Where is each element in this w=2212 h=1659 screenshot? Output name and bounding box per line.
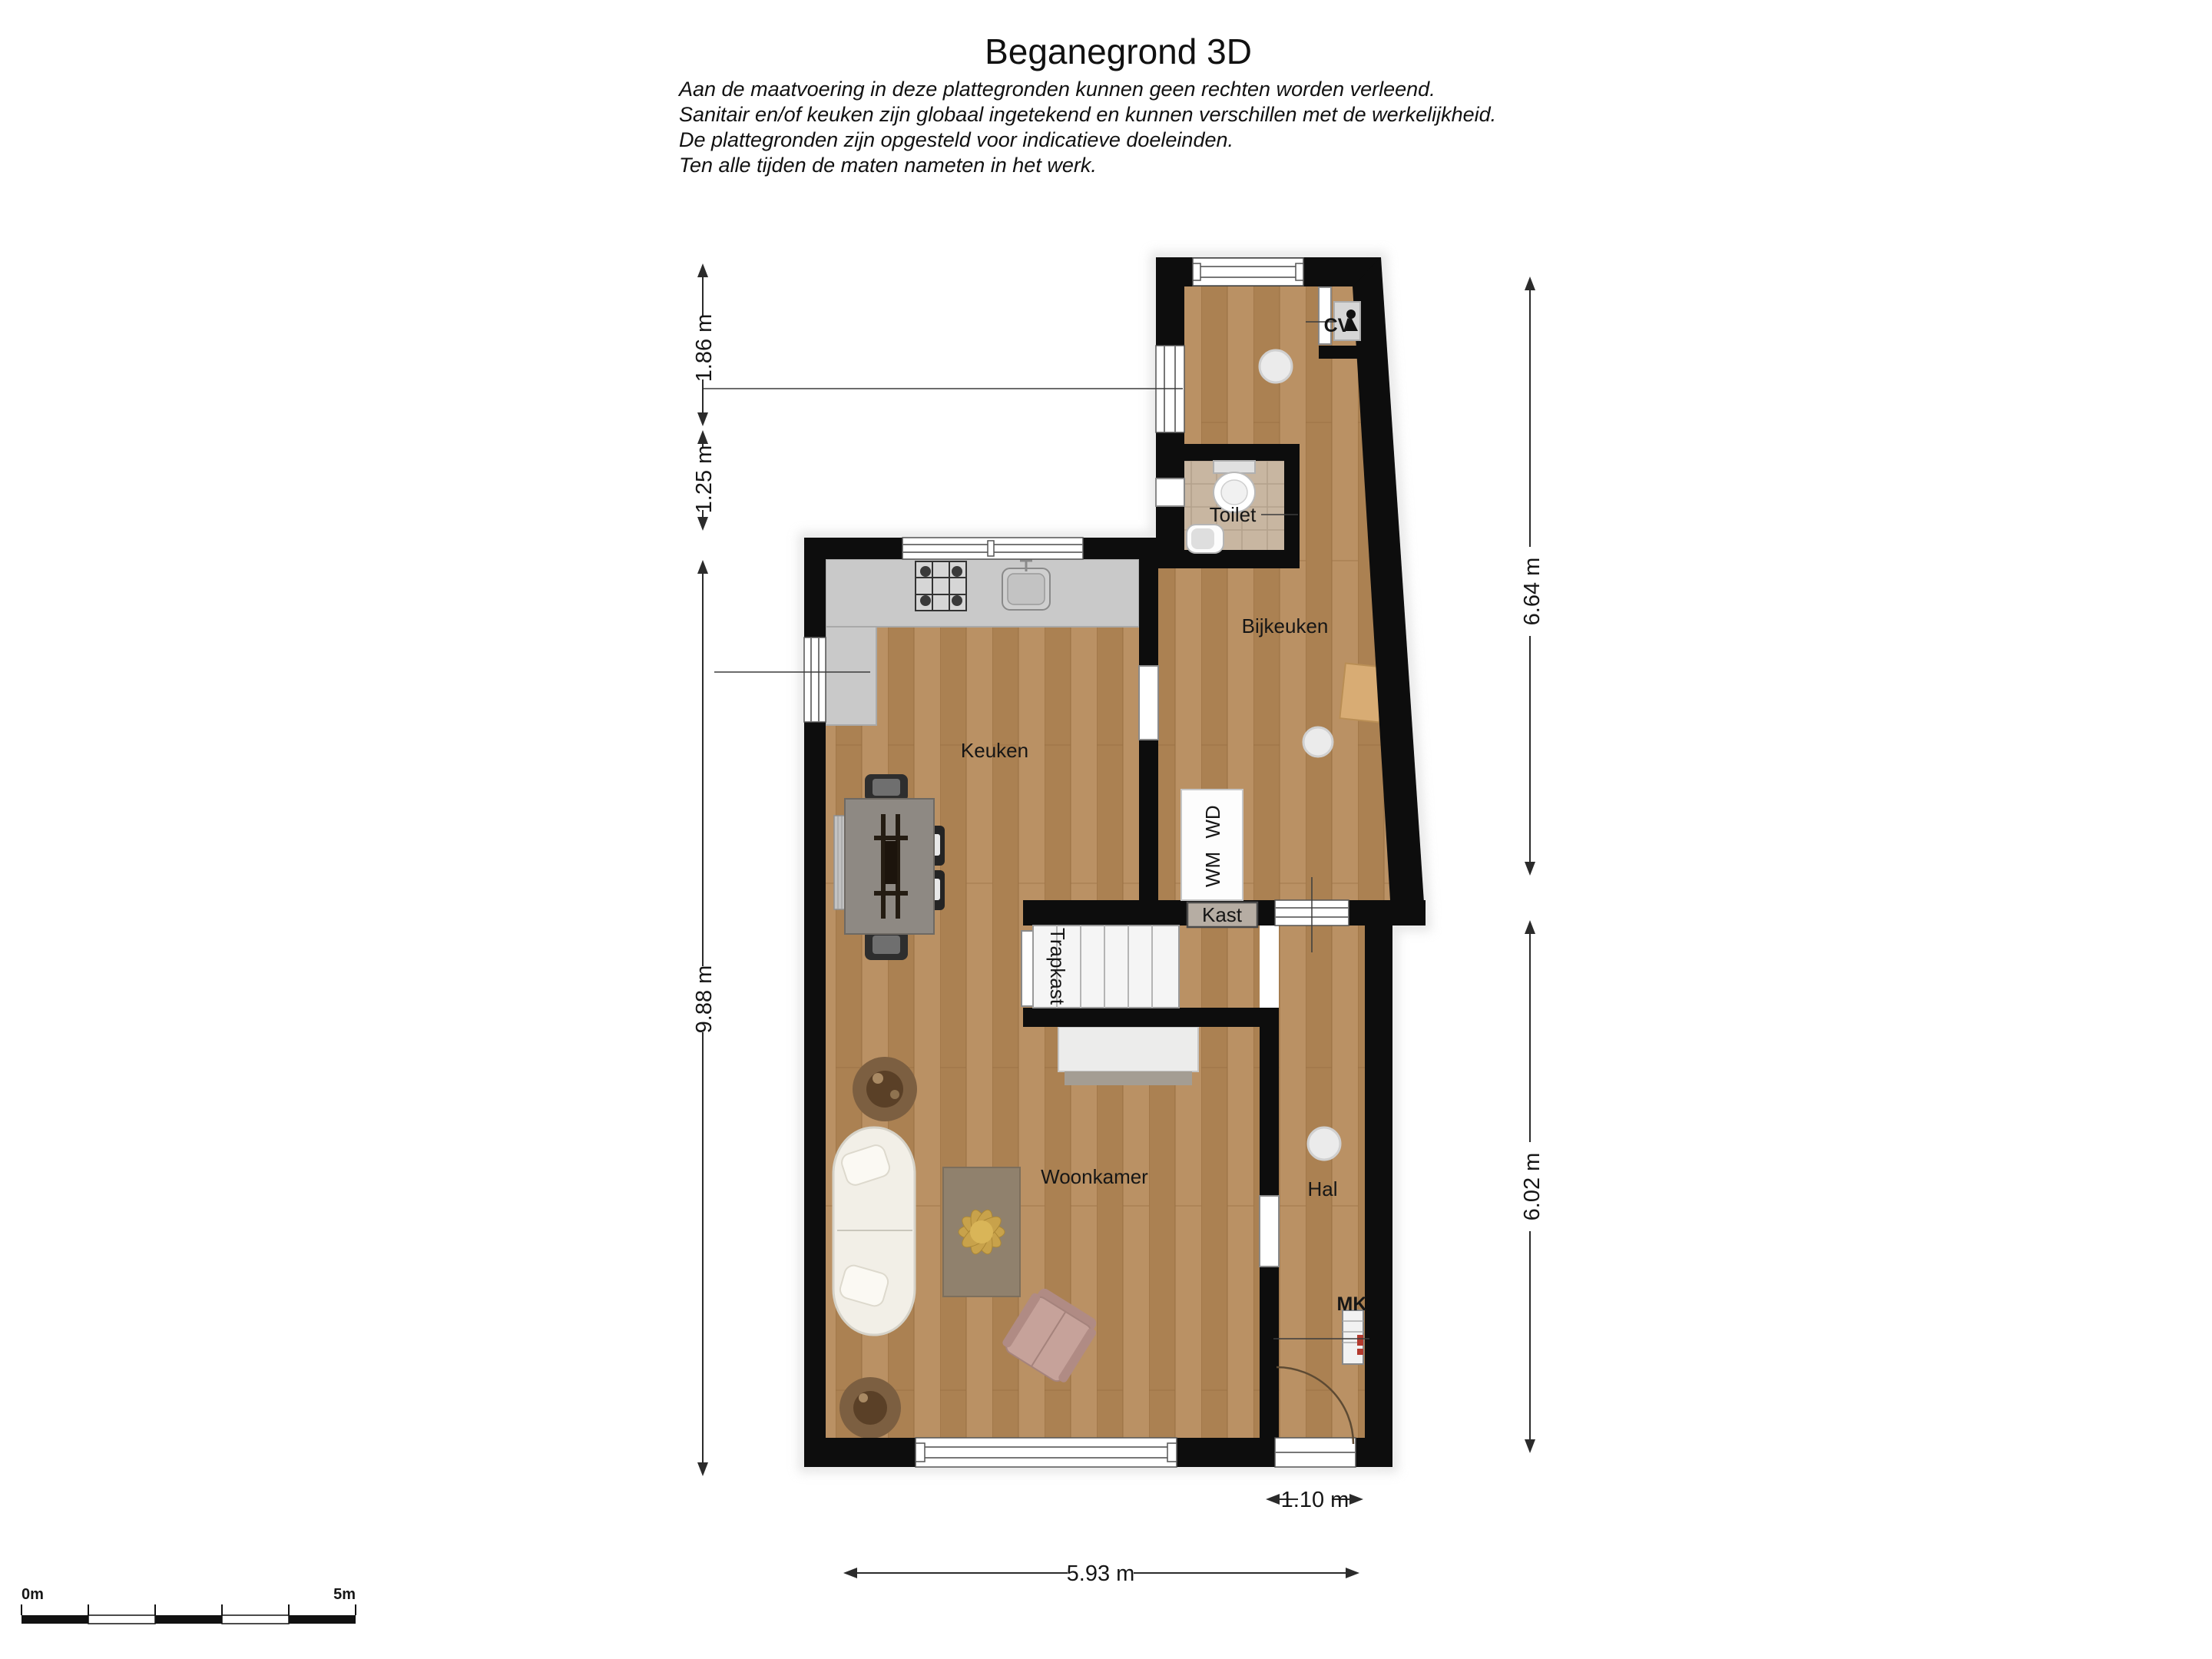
dim-602-label: 6.02 m [1520, 1152, 1545, 1221]
label-hal: Hal [1307, 1177, 1338, 1200]
label-trapkast: Trapkast [1046, 927, 1069, 1005]
disclaimer-line-4: Ten alle tijden de maten nameten in het werk. [679, 154, 1097, 177]
dim-593-label: 5.93 m [1066, 1561, 1135, 1586]
label-cv: CV [1323, 315, 1351, 336]
dim-664-label: 6.64 m [1520, 557, 1545, 626]
light-hal-icon [1308, 1128, 1340, 1160]
label-mk: MK [1336, 1293, 1367, 1315]
window-bijkeuken-top [1193, 258, 1303, 286]
label-wm: WM [1201, 851, 1224, 888]
sideboard [1058, 1027, 1198, 1085]
window-woonkamer-bottom [916, 1438, 1177, 1467]
plant-table-top [853, 1057, 917, 1121]
wall-toilet-right [1284, 444, 1300, 568]
wall-toilet-top [1158, 444, 1298, 461]
window-keuken-top [902, 538, 1083, 559]
scale-bar-end: 5m [333, 1586, 356, 1603]
label-kast: Kast [1201, 903, 1243, 926]
disclaimer-line-2: Sanitair en/of keuken zijn globaal ingetekend en kunnen verschillen met de werkelijkheid. [679, 103, 1497, 126]
disclaimer-line-1: Aan de maatvoering in deze plattegronden kunnen geen rechten worden verleend. [679, 78, 1435, 101]
light-bijkeuken-icon [1303, 727, 1333, 757]
dim-988-label: 9.88 m [692, 965, 717, 1034]
label-bijkeuken: Bijkeuken [1241, 614, 1329, 637]
door-keuken-bijkeuken [1139, 666, 1158, 740]
scale-bar [22, 1586, 356, 1624]
wall-hal-right [1365, 926, 1392, 1438]
dim-110-label: 1.10 m [1280, 1488, 1349, 1512]
label-wd: WD [1201, 805, 1224, 839]
door-woonkamer-hal [1260, 1196, 1279, 1267]
wall-toilet-bottom [1158, 550, 1300, 568]
label-toilet: Toilet [1209, 503, 1257, 526]
dim-186-label: 1.86 m [692, 313, 717, 382]
dining-table [845, 774, 945, 960]
door-toilet [1156, 478, 1184, 506]
dim-125-label: 1.25 m [692, 445, 717, 514]
page-title: Beganegrond 3D [985, 31, 1252, 71]
sofa [833, 1128, 915, 1335]
coffee-table-rug [943, 1167, 1020, 1296]
wall-cv-stub [1319, 346, 1359, 359]
scale-bar-start: 0m [22, 1586, 44, 1603]
light-bijkeuken-top-icon [1260, 350, 1292, 382]
disclaimer-text [679, 77, 1496, 178]
wall-stairs-top [1023, 900, 1139, 926]
wall-stairs-bottom [1023, 1008, 1279, 1027]
hand-basin-icon [1187, 525, 1224, 553]
disclaimer-line-3: De plattegronden zijn opgesteld voor indicatieve doeleinden. [679, 128, 1233, 151]
plant-table-bottom [839, 1377, 901, 1439]
label-woonkamer: Woonkamer [1041, 1165, 1148, 1188]
kitchen-counter-top [826, 559, 1139, 627]
hob-icon [916, 561, 966, 611]
window-keuken-left [804, 637, 826, 722]
kitchen-counter-left [826, 627, 876, 725]
label-keuken: Keuken [960, 739, 1029, 762]
radiator-icon [834, 816, 845, 909]
door-trapkast [1022, 931, 1033, 1006]
meter-cupboard [1343, 1310, 1363, 1364]
